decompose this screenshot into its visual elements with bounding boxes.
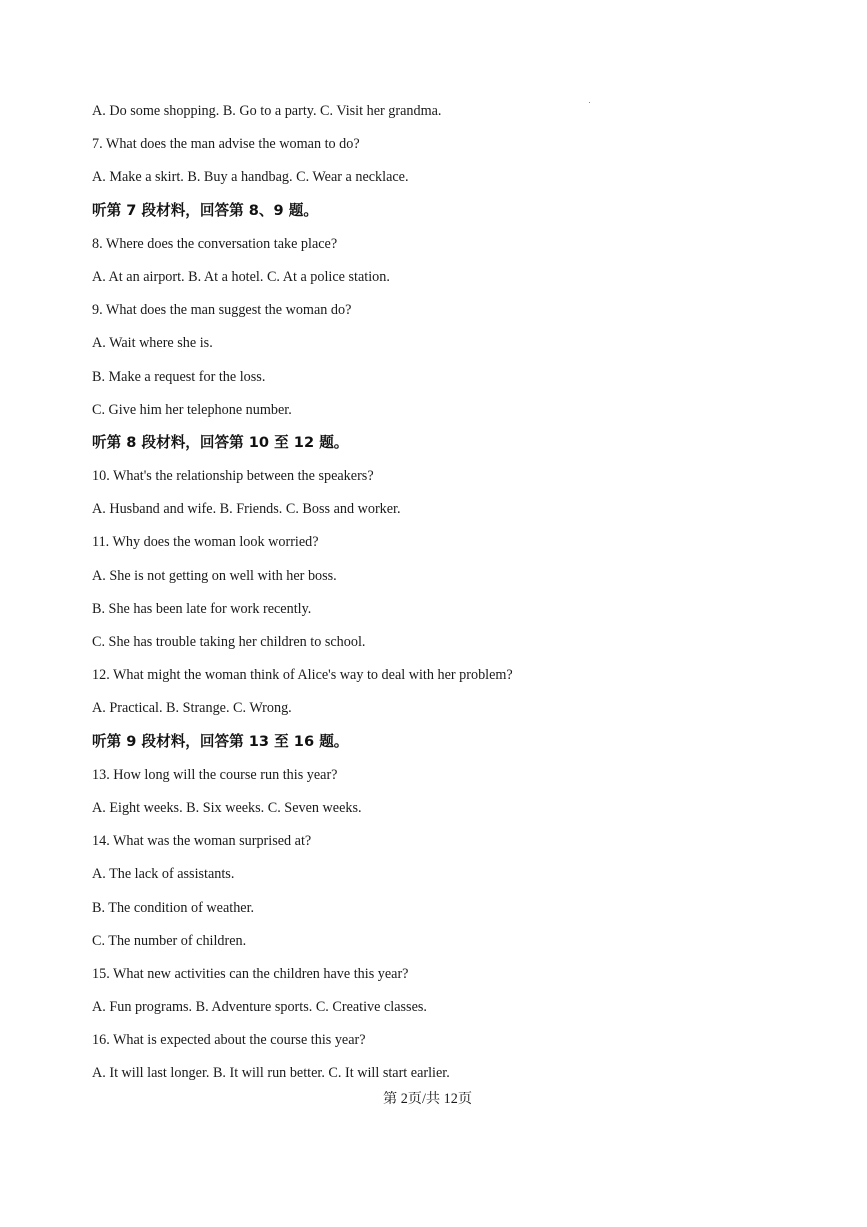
- question-text: 16. What is expected about the course this year?: [92, 1032, 366, 1049]
- answer-options: A. Wait where she is.: [92, 335, 213, 352]
- section-heading: 听第 7 段材料，回答第 8、9 题。: [92, 201, 318, 219]
- answer-options: A. Fun programs. B. Adventure sports. C. Creative classes.: [92, 999, 427, 1016]
- section-heading: 听第 8 段材料，回答第 10 至 12 题。: [92, 433, 349, 451]
- question-text: 9. What does the man suggest the woman do?: [92, 302, 352, 319]
- answer-options: A. Do some shopping. B. Go to a party. C. Visit her grandma.: [92, 103, 442, 119]
- answer-options: B. She has been late for work recently.: [92, 600, 312, 617]
- answer-options: A. She is not getting on well with her boss.: [92, 567, 337, 584]
- question-text: 7. What does the man advise the woman to do?: [92, 136, 360, 153]
- page-footer: [0, 1089, 867, 1109]
- answer-options: C. She has trouble taking her children to school.: [92, 634, 366, 650]
- answer-options: A. Make a skirt. B. Buy a handbag. C. Wear a necklace.: [92, 169, 409, 186]
- question-list: [92, 101, 812, 1097]
- answer-options: A. It will last longer. B. It will run better. C. It will start earlier.: [92, 1065, 450, 1082]
- answer-options: B. The condition of weather.: [92, 899, 255, 916]
- page-number: 第 2页/共 12页: [382, 1091, 473, 1107]
- answer-options: A. The lack of assistants.: [92, 866, 235, 883]
- answer-options: A. At an airport. B. At a hotel. C. At a police station.: [92, 268, 390, 285]
- question-text: 13. How long will the course run this year?: [92, 766, 338, 783]
- question-text: 12. What might the woman think of Alice's way to deal with her problem?: [92, 667, 513, 684]
- question-text: 11. Why does the woman look worried?: [92, 534, 319, 551]
- answer-options: C. Give him her telephone number.: [92, 401, 292, 418]
- answer-options: C. The number of children.: [92, 932, 247, 949]
- question-text: 8. Where does the conversation take place?: [92, 235, 338, 252]
- question-text: 10. What's the relationship between the speakers?: [92, 468, 374, 485]
- question-text: 15. What new activities can the children have this year?: [92, 965, 409, 982]
- answer-options: A. Eight weeks. B. Six weeks. C. Seven weeks.: [92, 799, 362, 816]
- answer-options: A. Husband and wife. B. Friends. C. Boss and worker.: [92, 501, 401, 518]
- answer-options: A. Practical. B. Strange. C. Wrong.: [92, 700, 292, 717]
- section-heading: 听第 9 段材料，回答第 13 至 16 题。: [92, 732, 349, 750]
- question-text: 14. What was the woman surprised at?: [92, 833, 312, 850]
- answer-options: B. Make a request for the loss.: [92, 368, 266, 385]
